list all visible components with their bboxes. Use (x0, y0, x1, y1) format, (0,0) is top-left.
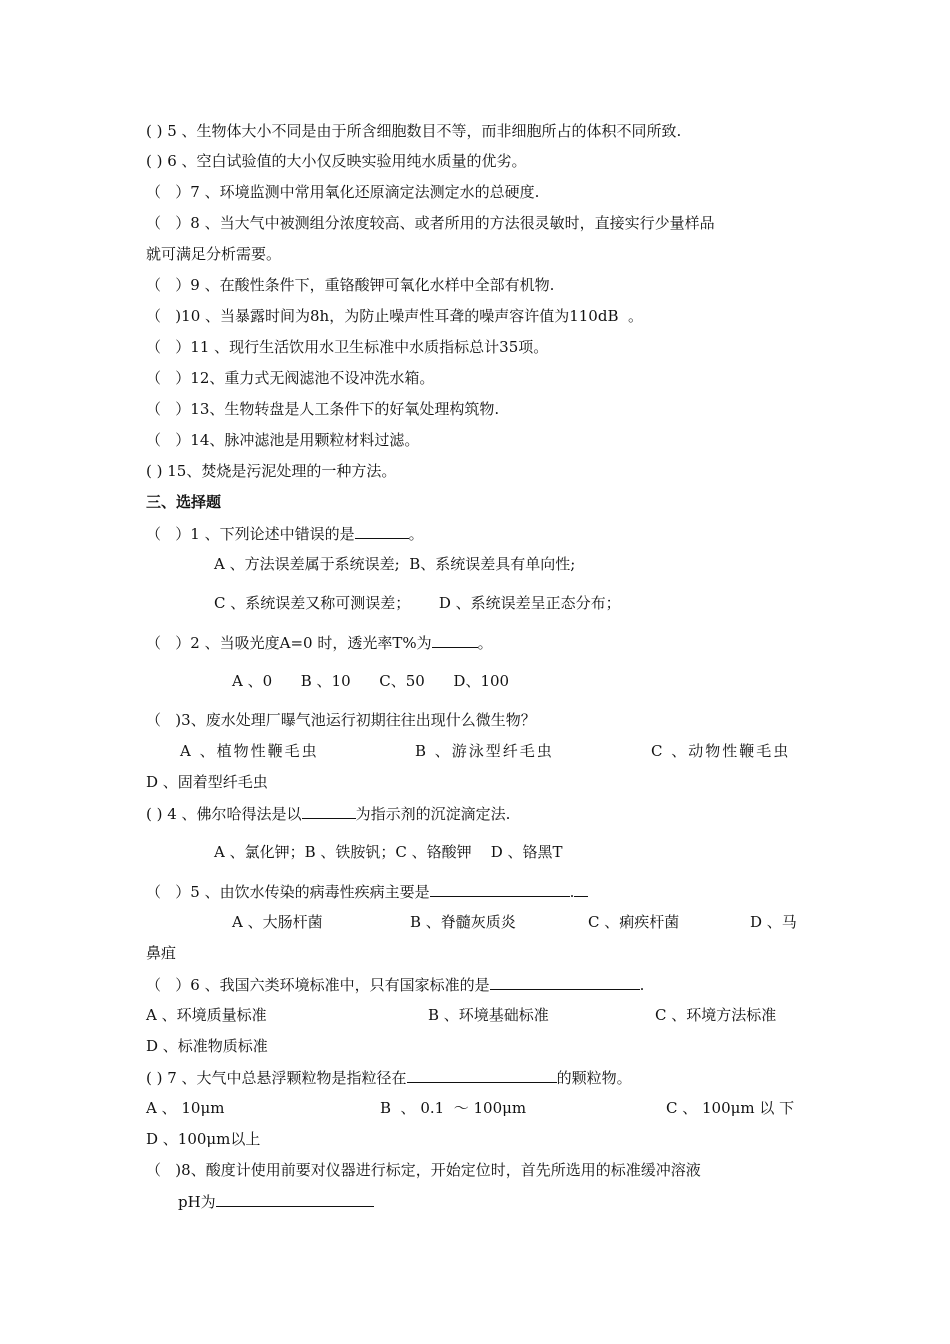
judgement-q9: （ ）9 、在酸性条件下，重铬酸钾可氧化水样中全部有机物. (146, 276, 555, 294)
judgement-q7: （ ）7 、环境监测中常用氧化还原滴定法测定水的总硬度. (146, 183, 540, 201)
judgement-q6: ( ) 6 、空白试验值的大小仅反映实验用纯水质量的优劣。 (146, 152, 527, 170)
judgement-q5: ( ) 5 、生物体大小不同是由于所含细胞数目不等，而非细胞所占的体积不同所致. (146, 122, 682, 140)
judgement-q8-line1: （ ）8 、当大气中被测组分浓度较高、或者所用的方法很灵敏时，直接实行少量样品 (146, 214, 715, 232)
choice-q3-stem: （ )3、废水处理厂曝气池运行初期往往出现什么微生物？ (146, 711, 536, 729)
answer-blank (432, 632, 478, 648)
answer-blank-tail (574, 881, 588, 897)
choice-q7-end: 的颗粒物。 (556, 1069, 632, 1087)
choice-q5-option-b: B 、脊髓灰质炎 (410, 913, 516, 931)
choice-q8-stem: （ )8、酸度计使用前要对仪器进行标定，开始定位时，首先所选用的标准缓冲溶液 (146, 1161, 701, 1179)
choice-q6-option-c: C 、环境方法标准 (655, 1006, 777, 1024)
choice-q1-options-ab: A 、方法误差属于系统误差; B、系统误差具有单向性; (214, 555, 576, 573)
choice-q6-option-d: D 、标准物质标准 (146, 1037, 268, 1055)
choice-q7-option-b: B 、 0.1 ～ 100μm (380, 1099, 527, 1117)
judgement-q15: ( ) 15、焚烧是污泥处理的一种方法。 (146, 462, 397, 480)
answer-blank (490, 974, 640, 990)
choice-q7-option-a: A 、 10μm (146, 1099, 225, 1117)
judgement-q11: （ ）11 、现行生活饮用水卫生标准中水质指标总计35项。 (146, 338, 549, 356)
choice-q3-option-b: B 、游泳型纤毛虫 (415, 742, 554, 760)
choice-q3-option-a: A 、植物性鞭毛虫 (180, 742, 319, 760)
answer-blank (355, 523, 409, 539)
choice-q8-cont (178, 1191, 374, 1212)
judgement-q8-line2: 就可满足分析需要。 (146, 245, 282, 263)
choice-q3-option-d: D 、固着型纤毛虫 (146, 773, 268, 791)
choice-q4-stem (146, 803, 510, 824)
choice-q1-end: 。 (408, 525, 424, 543)
choice-q2-options: A 、0 B 、10 C、50 D、100 (232, 672, 510, 690)
choice-q4-options: A 、氯化钾；B 、铁胺钒；C 、铬酸钾 D 、铬黑T (214, 843, 563, 861)
choice-q7-text: ( ) 7 、大气中总悬浮颗粒物是指粒径在 (146, 1069, 407, 1087)
choice-q4-end: 为指示剂的沉淀滴定法. (355, 805, 511, 823)
choice-q5-option-d-cont: 鼻疽 (146, 944, 177, 962)
judgement-q14: （ ）14、脉冲滤池是用颗粒材料过滤。 (146, 431, 420, 449)
choice-q4-text: ( ) 4 、佛尔哈得法是以 (146, 805, 302, 823)
choice-q7-option-c: C 、 100μm 以 下 (666, 1099, 795, 1117)
choice-q6-text: （ ）6 、我国六类环境标准中，只有国家标准的是 (146, 976, 490, 994)
choice-q5-option-d: D 、马 (750, 913, 797, 931)
choice-q2-end: 。 (477, 634, 493, 652)
judgement-q12: （ ）12、重力式无阀滤池不设冲洗水箱。 (146, 369, 435, 387)
answer-blank (216, 1191, 374, 1207)
judgement-q13: （ ）13、生物转盘是人工条件下的好氧处理构筑物. (146, 400, 500, 418)
choice-q5-option-c: C 、痢疾杆菌 (588, 913, 680, 931)
choice-q6-stem (146, 974, 644, 995)
choice-q2-text: （ ）2 、当吸光度A=0 时，透光率T%为 (146, 634, 432, 652)
choice-q1-stem (146, 523, 424, 544)
choice-q6-end: . (639, 976, 645, 994)
choice-q2-stem (146, 632, 493, 653)
choice-q3-option-c: C 、动物性鞭毛虫 (651, 742, 791, 760)
judgement-q10: （ )10 、当暴露时间为8h，为防止噪声性耳聋的噪声容许值为110dB 。 (146, 307, 644, 325)
choice-q7-stem (146, 1067, 632, 1088)
section-title-choice: 三、选择题 (146, 493, 222, 511)
choice-q7-option-d: D 、100μm以上 (146, 1130, 261, 1148)
choice-q5-stem (146, 881, 588, 902)
choice-q5-option-a: A 、大肠杆菌 (232, 913, 323, 931)
choice-q5-text: （ ）5 、由饮水传染的病毒性疾病主要是 (146, 883, 430, 901)
choice-q6-option-b: B 、环境基础标准 (428, 1006, 549, 1024)
answer-blank (302, 803, 356, 819)
choice-q6-option-a: A 、环境质量标准 (146, 1006, 267, 1024)
choice-q8-cont-text: pH为 (178, 1193, 216, 1211)
answer-blank (407, 1067, 557, 1083)
choice-q1-text: （ ）1 、下列论述中错误的是 (146, 525, 355, 543)
answer-blank (430, 881, 570, 897)
choice-q1-options-cd: C 、系统误差又称可测误差； D 、系统误差呈正态分布； (214, 594, 621, 612)
choice-q5-end: . (569, 883, 575, 901)
